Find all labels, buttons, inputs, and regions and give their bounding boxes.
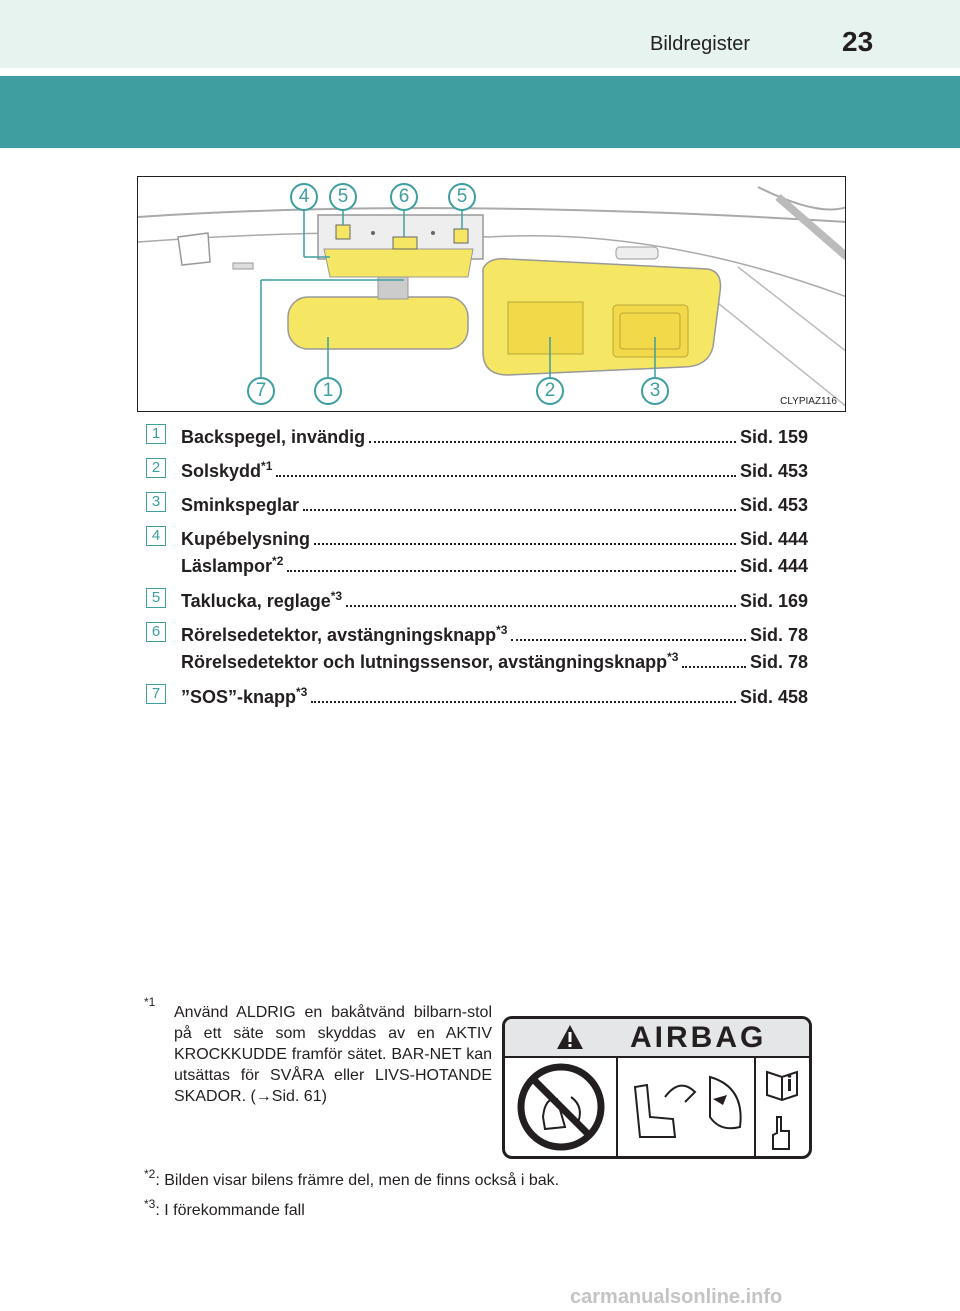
page-number: 23 [842,26,874,57]
callout-6: 6 [390,183,418,211]
footnote-text: : Bilden visar bilens främre del, men de finns också i bak. [155,1172,560,1189]
callout-2: 2 [536,377,564,405]
item-label: Taklucka, reglage [181,591,331,611]
list-item [146,454,808,488]
airbag-warning-label [502,1016,812,1159]
callout-5b: 5 [448,183,476,211]
footnote-mark: *3 [144,1197,156,1211]
list-item [146,618,808,680]
item-number: 2 [146,458,166,478]
page-reference-link[interactable]: Sid. 78 [749,625,808,645]
watermark: carmanualsonline.info [570,1286,783,1308]
page-reference-link[interactable]: Sid. 458 [739,687,808,707]
item-label: Backspegel, invändig [181,427,366,447]
page-reference-link[interactable]: Sid. 453 [739,495,808,515]
item-number: 1 [146,424,166,444]
item-label: Kupébelysning [181,529,311,549]
footnote-1: *1 Använd ALDRIG en bakåtvänd bilbarn-stol på ett säte som skyddas av en AKTIV KROCKKUDDE framför sätet. BAR-NET kan utsättas för SVÅRA eller LIVS-HOTANDE SKADOR. (→Sid. 61) [144,995,492,1105]
item-label-secondary: Rörelsedetektor och lutningssensor, avstängningsknapp [181,652,668,672]
header-band [0,0,960,68]
footnote-3 [144,1197,305,1220]
illustration-code: CLYPIAZ116 [780,396,837,407]
airbag-title: AIRBAG [630,1021,767,1054]
callout-3: 3 [641,377,669,405]
footnote-ref: *1 [261,459,273,473]
item-number: 5 [146,588,166,608]
page-reference-link[interactable]: Sid. 169 [739,591,808,611]
callout-5: 5 [329,183,357,211]
ceiling-drawing [138,177,846,412]
item-number: 7 [146,684,166,704]
item-number: 6 [146,622,166,642]
section-title: Bildregister [650,33,751,55]
warning-triangle-icon [555,1023,585,1051]
item-label: Solskydd [181,461,262,481]
list-item [146,680,808,714]
interior-ceiling-illustration [137,176,846,412]
item-label: ”SOS”-knapp [181,687,297,707]
airbag-title-bar [505,1019,809,1058]
item-number: 4 [146,526,166,546]
item-label: Sminkspeglar [181,495,300,515]
footnote-2 [144,1167,560,1190]
footnote-ref: *3 [496,623,508,637]
list-item [146,522,808,584]
footnote-text: Använd ALDRIG en bakåtvänd bilbarn-stol på ett säte som skyddas av en AKTIV KROCKKUDDE framför sätet. BAR-NET kan utsättas för SVÅRA eller LIVS-HOTANDE SKADOR. (→Sid. 61) [174,1004,492,1105]
footnote-ref: *3 [667,650,679,664]
component-index-list [146,420,808,714]
footnote-ref: *3 [330,589,343,603]
item-label: Rörelsedetektor, avstängningsknapp [181,625,497,645]
callout-1: 1 [314,377,342,405]
footnote-mark: *2 [144,1167,156,1181]
page-reference-link[interactable]: Sid. 159 [739,427,808,447]
item-label-secondary: Läslampor [181,556,273,576]
page-reference-link[interactable]: Sid. 453 [739,461,808,481]
footnote-ref: *3 [296,685,308,699]
item-number: 3 [146,492,166,512]
page-reference-link[interactable]: Sid. 444 [739,529,808,549]
teal-banner [0,76,960,148]
callout-7: 7 [247,377,275,405]
footnote-ref: *2 [272,554,284,568]
page-reference-link[interactable]: Sid. 444 [739,556,808,576]
callout-4: 4 [290,183,318,211]
page-reference-link[interactable]: Sid. 78 [749,652,808,672]
airbag-pictograms [505,1057,809,1157]
list-item [146,420,808,454]
footnote-text: : I förekommande fall [155,1202,305,1219]
list-item [146,488,808,522]
list-item [146,584,808,618]
